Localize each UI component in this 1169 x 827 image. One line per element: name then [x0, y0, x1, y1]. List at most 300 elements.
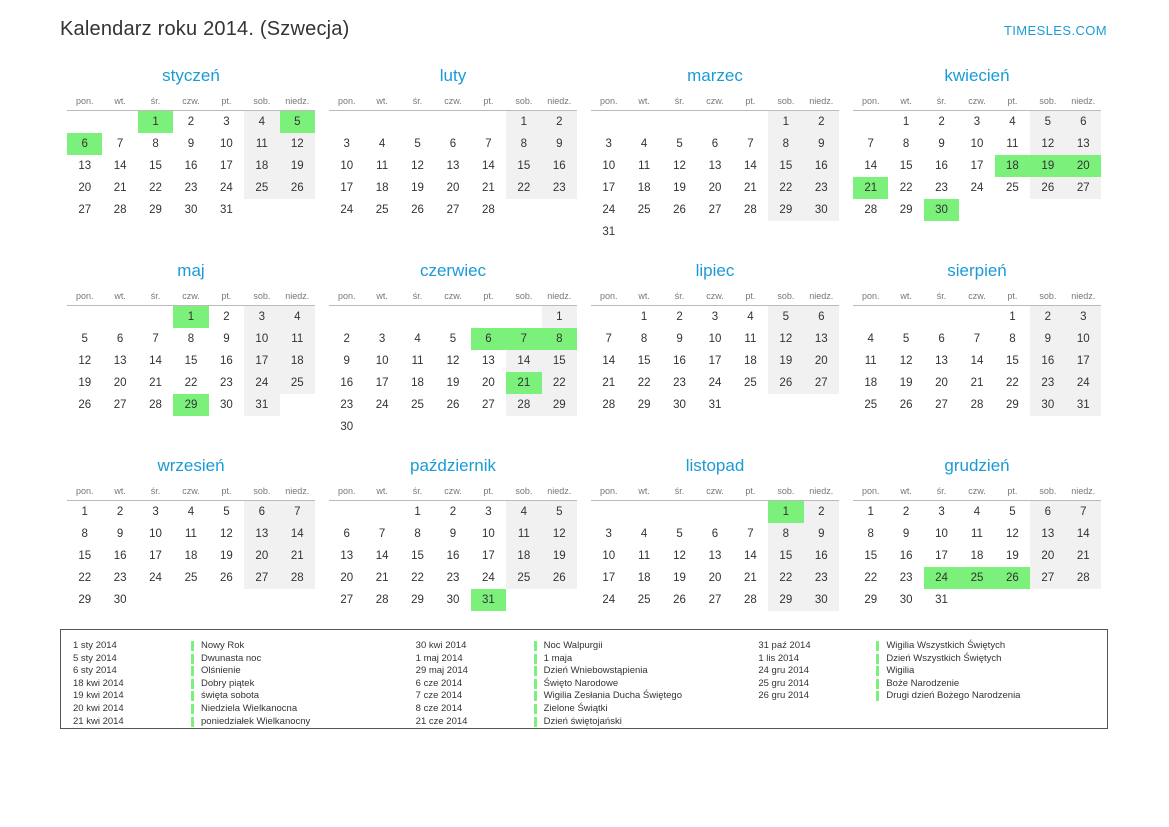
- day-cell[interactable]: 23: [673, 376, 686, 389]
- day-cell[interactable]: 27: [935, 398, 948, 411]
- day-cell[interactable]: 31: [708, 398, 722, 411]
- day-cell[interactable]: 13: [340, 549, 354, 562]
- day-cell[interactable]: 26: [542, 567, 577, 589]
- day-cell[interactable]: 29: [542, 394, 577, 416]
- day-cell[interactable]: 2: [1030, 306, 1065, 328]
- day-cell[interactable]: 12: [411, 159, 424, 172]
- day-cell[interactable]: 9: [938, 137, 945, 150]
- day-cell[interactable]: 11: [376, 159, 389, 172]
- day-cell[interactable]: 25: [864, 398, 878, 411]
- day-cell[interactable]: 10: [970, 137, 984, 150]
- day-cell-holiday[interactable]: 7: [506, 328, 541, 350]
- day-cell[interactable]: 16: [673, 354, 686, 367]
- day-cell[interactable]: 8: [414, 527, 421, 540]
- day-cell[interactable]: 2: [804, 501, 839, 523]
- day-cell-holiday[interactable]: 1: [768, 501, 803, 523]
- day-cell[interactable]: 19: [899, 376, 913, 389]
- day-cell[interactable]: 14: [375, 549, 389, 562]
- day-cell[interactable]: 5: [414, 137, 421, 150]
- day-cell[interactable]: 16: [804, 545, 839, 567]
- day-cell-holiday[interactable]: 26: [995, 567, 1030, 589]
- day-cell[interactable]: 15: [1006, 354, 1019, 367]
- day-cell[interactable]: 3: [223, 115, 230, 128]
- day-cell[interactable]: 28: [602, 398, 616, 411]
- day-cell[interactable]: 23: [113, 571, 127, 584]
- day-cell[interactable]: 14: [482, 159, 495, 172]
- day-cell[interactable]: 17: [970, 159, 984, 172]
- day-cell[interactable]: 23: [542, 177, 577, 199]
- day-cell[interactable]: 29: [149, 203, 162, 216]
- day-cell[interactable]: 12: [280, 133, 315, 155]
- day-cell[interactable]: 26: [673, 203, 686, 216]
- day-cell[interactable]: 13: [78, 159, 92, 172]
- day-cell[interactable]: 16: [446, 549, 460, 562]
- day-cell[interactable]: 5: [81, 332, 88, 345]
- day-cell[interactable]: 3: [973, 115, 981, 128]
- day-cell[interactable]: 16: [220, 354, 233, 367]
- day-cell[interactable]: 19: [673, 571, 686, 584]
- day-cell[interactable]: 28: [744, 593, 757, 606]
- day-cell[interactable]: 11: [864, 354, 877, 367]
- day-cell[interactable]: 14: [149, 354, 162, 367]
- day-cell[interactable]: 10: [602, 549, 616, 562]
- day-cell[interactable]: 9: [676, 332, 683, 345]
- day-cell[interactable]: 20: [446, 181, 460, 194]
- day-cell[interactable]: 16: [899, 549, 913, 562]
- day-cell[interactable]: 8: [187, 332, 195, 345]
- day-cell[interactable]: 17: [708, 354, 722, 367]
- day-cell[interactable]: 28: [744, 203, 757, 216]
- day-cell[interactable]: 27: [340, 593, 354, 606]
- day-cell[interactable]: 28: [864, 203, 878, 216]
- day-cell[interactable]: 1: [768, 111, 803, 133]
- day-cell[interactable]: 27: [708, 203, 722, 216]
- day-cell[interactable]: 16: [340, 376, 354, 389]
- day-cell[interactable]: 13: [1030, 523, 1065, 545]
- day-cell[interactable]: 5: [1009, 505, 1016, 518]
- day-cell[interactable]: 25: [411, 398, 424, 411]
- day-cell[interactable]: 12: [1030, 133, 1065, 155]
- day-cell[interactable]: 25: [184, 571, 198, 584]
- day-cell[interactable]: 11: [638, 159, 651, 172]
- day-cell[interactable]: 23: [804, 177, 839, 199]
- day-cell-holiday[interactable]: 29: [173, 394, 208, 416]
- day-cell[interactable]: 28: [506, 394, 541, 416]
- day-cell[interactable]: 18: [637, 181, 651, 194]
- day-cell[interactable]: 10: [340, 159, 354, 172]
- day-cell[interactable]: 13: [113, 354, 127, 367]
- day-cell[interactable]: 24: [482, 571, 495, 584]
- day-cell[interactable]: 22: [542, 372, 577, 394]
- day-cell[interactable]: 15: [184, 354, 198, 367]
- day-cell-holiday[interactable]: 18: [995, 155, 1030, 177]
- day-cell[interactable]: 30: [673, 398, 686, 411]
- day-cell[interactable]: 3: [605, 527, 612, 540]
- day-cell[interactable]: 16: [1030, 350, 1065, 372]
- day-cell[interactable]: 29: [411, 593, 424, 606]
- day-cell[interactable]: 19: [1006, 549, 1019, 562]
- day-cell[interactable]: 2: [343, 332, 350, 345]
- day-cell[interactable]: 7: [747, 527, 754, 540]
- day-cell-holiday[interactable]: 20: [1066, 155, 1101, 177]
- day-cell[interactable]: 20: [113, 376, 127, 389]
- day-cell[interactable]: 13: [244, 523, 279, 545]
- day-cell[interactable]: 15: [411, 549, 424, 562]
- day-cell[interactable]: 17: [375, 376, 389, 389]
- day-cell[interactable]: 16: [184, 159, 198, 172]
- day-cell[interactable]: 17: [482, 549, 495, 562]
- day-cell[interactable]: 6: [116, 332, 124, 345]
- day-cell[interactable]: 4: [280, 306, 315, 328]
- day-cell[interactable]: 10: [602, 159, 616, 172]
- day-cell[interactable]: 30: [113, 593, 127, 606]
- day-cell[interactable]: 27: [1066, 177, 1101, 199]
- day-cell[interactable]: 3: [244, 306, 279, 328]
- day-cell[interactable]: 4: [867, 332, 874, 345]
- day-cell[interactable]: 14: [744, 549, 757, 562]
- day-cell[interactable]: 11: [744, 332, 757, 345]
- day-cell[interactable]: 20: [1030, 545, 1065, 567]
- day-cell-holiday[interactable]: 8: [542, 328, 577, 350]
- day-cell[interactable]: 21: [744, 181, 757, 194]
- day-cell[interactable]: 8: [506, 133, 541, 155]
- day-cell[interactable]: 9: [223, 332, 230, 345]
- day-cell[interactable]: 4: [640, 527, 648, 540]
- day-cell[interactable]: 26: [1030, 177, 1065, 199]
- day-cell[interactable]: 7: [867, 137, 874, 150]
- day-cell[interactable]: 26: [899, 398, 913, 411]
- day-cell[interactable]: 28: [482, 203, 495, 216]
- day-cell[interactable]: 4: [244, 111, 279, 133]
- day-cell[interactable]: 23: [935, 181, 948, 194]
- day-cell[interactable]: 18: [506, 545, 541, 567]
- day-cell[interactable]: 23: [1030, 372, 1065, 394]
- day-cell[interactable]: 23: [446, 571, 460, 584]
- day-cell[interactable]: 14: [744, 159, 757, 172]
- day-cell[interactable]: 15: [637, 354, 651, 367]
- day-cell[interactable]: 20: [935, 376, 948, 389]
- day-cell[interactable]: 11: [506, 523, 541, 545]
- day-cell[interactable]: 22: [506, 177, 541, 199]
- day-cell[interactable]: 9: [449, 527, 457, 540]
- day-cell[interactable]: 18: [970, 549, 984, 562]
- day-cell[interactable]: 29: [78, 593, 92, 606]
- day-cell[interactable]: 28: [113, 203, 127, 216]
- day-cell[interactable]: 11: [638, 549, 651, 562]
- day-cell[interactable]: 3: [938, 505, 945, 518]
- day-cell[interactable]: 15: [768, 155, 803, 177]
- day-cell[interactable]: 28: [970, 398, 984, 411]
- day-cell[interactable]: 17: [220, 159, 233, 172]
- day-cell-holiday[interactable]: 1: [138, 111, 173, 133]
- day-cell[interactable]: 5: [902, 332, 910, 345]
- day-cell[interactable]: 13: [708, 549, 722, 562]
- day-cell[interactable]: 27: [113, 398, 127, 411]
- day-cell[interactable]: 1: [640, 310, 648, 323]
- day-cell[interactable]: 2: [938, 115, 945, 128]
- day-cell[interactable]: 3: [152, 505, 159, 518]
- day-cell[interactable]: 28: [280, 567, 315, 589]
- day-cell[interactable]: 2: [804, 111, 839, 133]
- day-cell[interactable]: 8: [768, 133, 803, 155]
- day-cell[interactable]: 24: [602, 593, 616, 606]
- day-cell[interactable]: 18: [184, 549, 198, 562]
- day-cell[interactable]: 22: [768, 177, 803, 199]
- day-cell[interactable]: 11: [185, 527, 197, 540]
- day-cell[interactable]: 26: [446, 398, 460, 411]
- day-cell[interactable]: 4: [414, 332, 421, 345]
- day-cell[interactable]: 9: [804, 133, 839, 155]
- day-cell[interactable]: 9: [343, 354, 350, 367]
- day-cell[interactable]: 27: [708, 593, 722, 606]
- day-cell[interactable]: 17: [935, 549, 948, 562]
- day-cell[interactable]: 15: [149, 159, 162, 172]
- day-cell[interactable]: 16: [542, 155, 577, 177]
- day-cell[interactable]: 8: [867, 527, 874, 540]
- day-cell[interactable]: 6: [1066, 111, 1101, 133]
- day-cell[interactable]: 10: [935, 527, 948, 540]
- day-cell[interactable]: 6: [711, 527, 719, 540]
- day-cell[interactable]: 8: [152, 137, 159, 150]
- day-cell[interactable]: 8: [81, 527, 88, 540]
- day-cell[interactable]: 8: [902, 137, 910, 150]
- day-cell[interactable]: 24: [149, 571, 162, 584]
- day-cell[interactable]: 19: [280, 155, 315, 177]
- day-cell[interactable]: 9: [542, 133, 577, 155]
- day-cell[interactable]: 11: [1006, 137, 1019, 150]
- day-cell[interactable]: 7: [378, 527, 386, 540]
- day-cell[interactable]: 17: [1066, 350, 1101, 372]
- day-cell[interactable]: 20: [482, 376, 495, 389]
- day-cell[interactable]: 21: [1066, 545, 1101, 567]
- day-cell[interactable]: 14: [970, 354, 984, 367]
- day-cell[interactable]: 27: [482, 398, 495, 411]
- day-cell[interactable]: 17: [244, 350, 279, 372]
- day-cell[interactable]: 15: [506, 155, 541, 177]
- day-cell[interactable]: 6: [711, 137, 719, 150]
- day-cell[interactable]: 1: [902, 115, 910, 128]
- day-cell[interactable]: 16: [804, 155, 839, 177]
- day-cell[interactable]: 2: [676, 310, 683, 323]
- day-cell[interactable]: 16: [935, 159, 948, 172]
- day-cell[interactable]: 13: [708, 159, 722, 172]
- day-cell-holiday[interactable]: 24: [924, 567, 959, 589]
- day-cell[interactable]: 9: [804, 523, 839, 545]
- day-cell[interactable]: 7: [152, 332, 159, 345]
- day-cell[interactable]: 3: [605, 137, 612, 150]
- day-cell[interactable]: 27: [244, 567, 279, 589]
- day-cell[interactable]: 31: [602, 225, 616, 238]
- day-cell[interactable]: 5: [676, 137, 683, 150]
- day-cell[interactable]: 4: [1009, 115, 1016, 128]
- day-cell[interactable]: 22: [78, 571, 92, 584]
- day-cell[interactable]: 30: [804, 199, 839, 221]
- day-cell[interactable]: 25: [1006, 181, 1019, 194]
- day-cell[interactable]: 24: [340, 203, 354, 216]
- day-cell[interactable]: 28: [375, 593, 389, 606]
- day-cell[interactable]: 14: [864, 159, 878, 172]
- day-cell[interactable]: 1: [81, 505, 88, 518]
- day-cell[interactable]: 21: [970, 376, 984, 389]
- day-cell[interactable]: 15: [78, 549, 92, 562]
- day-cell[interactable]: 7: [605, 332, 612, 345]
- day-cell[interactable]: 23: [340, 398, 354, 411]
- day-cell[interactable]: 24: [708, 376, 722, 389]
- day-cell[interactable]: 17: [602, 181, 616, 194]
- day-cell[interactable]: 7: [1066, 501, 1101, 523]
- day-cell[interactable]: 1: [867, 505, 874, 518]
- day-cell[interactable]: 18: [864, 376, 878, 389]
- day-cell[interactable]: 5: [676, 527, 683, 540]
- day-cell[interactable]: 19: [768, 350, 803, 372]
- day-cell[interactable]: 13: [804, 328, 839, 350]
- day-cell[interactable]: 21: [149, 376, 162, 389]
- day-cell[interactable]: 7: [280, 501, 315, 523]
- day-cell[interactable]: 4: [506, 501, 541, 523]
- day-cell[interactable]: 30: [340, 420, 354, 433]
- day-cell[interactable]: 6: [938, 332, 945, 345]
- day-cell[interactable]: 3: [711, 310, 719, 323]
- day-cell[interactable]: 24: [220, 181, 233, 194]
- day-cell[interactable]: 29: [864, 593, 878, 606]
- day-cell[interactable]: 11: [411, 354, 424, 367]
- day-cell[interactable]: 3: [1066, 306, 1101, 328]
- day-cell[interactable]: 12: [220, 527, 233, 540]
- day-cell[interactable]: 26: [768, 372, 803, 394]
- day-cell[interactable]: 4: [747, 310, 754, 323]
- day-cell[interactable]: 15: [864, 549, 878, 562]
- day-cell[interactable]: 12: [1006, 527, 1019, 540]
- day-cell-holiday[interactable]: 6: [67, 133, 102, 155]
- day-cell[interactable]: 19: [673, 181, 686, 194]
- day-cell[interactable]: 29: [768, 589, 803, 611]
- day-cell[interactable]: 6: [244, 501, 279, 523]
- day-cell[interactable]: 8: [1009, 332, 1016, 345]
- day-cell-holiday[interactable]: 21: [506, 372, 541, 394]
- day-cell[interactable]: 5: [449, 332, 457, 345]
- day-cell[interactable]: 8: [768, 523, 803, 545]
- day-cell[interactable]: 4: [187, 505, 195, 518]
- day-cell[interactable]: 12: [542, 523, 577, 545]
- day-cell[interactable]: 18: [637, 571, 651, 584]
- day-cell[interactable]: 24: [375, 398, 389, 411]
- day-cell[interactable]: 7: [973, 332, 981, 345]
- day-cell[interactable]: 12: [78, 354, 92, 367]
- day-cell[interactable]: 6: [449, 137, 457, 150]
- day-cell[interactable]: 14: [602, 354, 616, 367]
- day-cell[interactable]: 12: [446, 354, 460, 367]
- day-cell[interactable]: 7: [485, 137, 492, 150]
- day-cell[interactable]: 21: [113, 181, 127, 194]
- day-cell[interactable]: 10: [220, 137, 233, 150]
- day-cell[interactable]: 26: [280, 177, 315, 199]
- day-cell[interactable]: 30: [220, 398, 233, 411]
- day-cell[interactable]: 1: [414, 505, 421, 518]
- day-cell[interactable]: 25: [244, 177, 279, 199]
- day-cell[interactable]: 12: [768, 328, 803, 350]
- day-cell[interactable]: 4: [973, 505, 981, 518]
- day-cell[interactable]: 24: [244, 372, 279, 394]
- day-cell-holiday[interactable]: 5: [280, 111, 315, 133]
- day-cell[interactable]: 17: [602, 571, 616, 584]
- day-cell[interactable]: 24: [602, 203, 616, 216]
- day-cell[interactable]: 5: [768, 306, 803, 328]
- day-cell[interactable]: 26: [411, 203, 424, 216]
- day-cell[interactable]: 22: [768, 567, 803, 589]
- day-cell[interactable]: 27: [446, 203, 460, 216]
- day-cell[interactable]: 21: [482, 181, 495, 194]
- day-cell[interactable]: 10: [1066, 328, 1101, 350]
- day-cell[interactable]: 2: [902, 505, 910, 518]
- day-cell[interactable]: 12: [673, 159, 686, 172]
- day-cell[interactable]: 22: [184, 376, 198, 389]
- day-cell-holiday[interactable]: 21: [853, 177, 888, 199]
- day-cell[interactable]: 4: [640, 137, 648, 150]
- day-cell[interactable]: 13: [935, 354, 948, 367]
- day-cell[interactable]: 31: [1066, 394, 1101, 416]
- day-cell[interactable]: 14: [280, 523, 315, 545]
- day-cell[interactable]: 22: [637, 376, 651, 389]
- day-cell[interactable]: 25: [637, 203, 651, 216]
- day-cell[interactable]: 2: [449, 505, 457, 518]
- day-cell[interactable]: 10: [244, 328, 279, 350]
- day-cell[interactable]: 10: [708, 332, 722, 345]
- day-cell[interactable]: 20: [244, 545, 279, 567]
- day-cell[interactable]: 29: [1006, 398, 1019, 411]
- day-cell[interactable]: 22: [411, 571, 424, 584]
- day-cell[interactable]: 25: [280, 372, 315, 394]
- day-cell[interactable]: 14: [1066, 523, 1101, 545]
- day-cell[interactable]: 9: [902, 527, 910, 540]
- day-cell[interactable]: 15: [542, 350, 577, 372]
- day-cell[interactable]: 3: [485, 505, 492, 518]
- day-cell[interactable]: 10: [375, 354, 389, 367]
- day-cell[interactable]: 13: [446, 159, 460, 172]
- day-cell[interactable]: 3: [343, 137, 350, 150]
- day-cell[interactable]: 11: [280, 328, 315, 350]
- day-cell[interactable]: 2: [542, 111, 577, 133]
- day-cell[interactable]: 7: [747, 137, 754, 150]
- day-cell[interactable]: 19: [446, 376, 460, 389]
- day-cell[interactable]: 20: [708, 181, 722, 194]
- day-cell[interactable]: 8: [640, 332, 648, 345]
- day-cell-holiday[interactable]: 19: [1030, 155, 1065, 177]
- day-cell[interactable]: 22: [149, 181, 162, 194]
- day-cell[interactable]: 19: [411, 181, 424, 194]
- day-cell[interactable]: 22: [899, 181, 913, 194]
- day-cell[interactable]: 31: [220, 203, 233, 216]
- day-cell[interactable]: 1: [506, 111, 541, 133]
- day-cell[interactable]: 18: [280, 350, 315, 372]
- day-cell[interactable]: 19: [220, 549, 233, 562]
- day-cell[interactable]: 25: [744, 376, 757, 389]
- day-cell[interactable]: 29: [768, 199, 803, 221]
- day-cell[interactable]: 25: [375, 203, 389, 216]
- day-cell[interactable]: 9: [1030, 328, 1065, 350]
- day-cell[interactable]: 15: [768, 545, 803, 567]
- day-cell[interactable]: 5: [542, 501, 577, 523]
- day-cell-holiday[interactable]: 30: [924, 199, 959, 221]
- day-cell[interactable]: 20: [78, 181, 92, 194]
- day-cell[interactable]: 23: [899, 571, 913, 584]
- day-cell[interactable]: 9: [187, 137, 195, 150]
- day-cell[interactable]: 4: [378, 137, 386, 150]
- day-cell[interactable]: 21: [602, 376, 616, 389]
- day-cell-holiday[interactable]: 1: [173, 306, 208, 328]
- day-cell[interactable]: 30: [804, 589, 839, 611]
- day-cell[interactable]: 31: [244, 394, 279, 416]
- day-cell-holiday[interactable]: 31: [471, 589, 506, 611]
